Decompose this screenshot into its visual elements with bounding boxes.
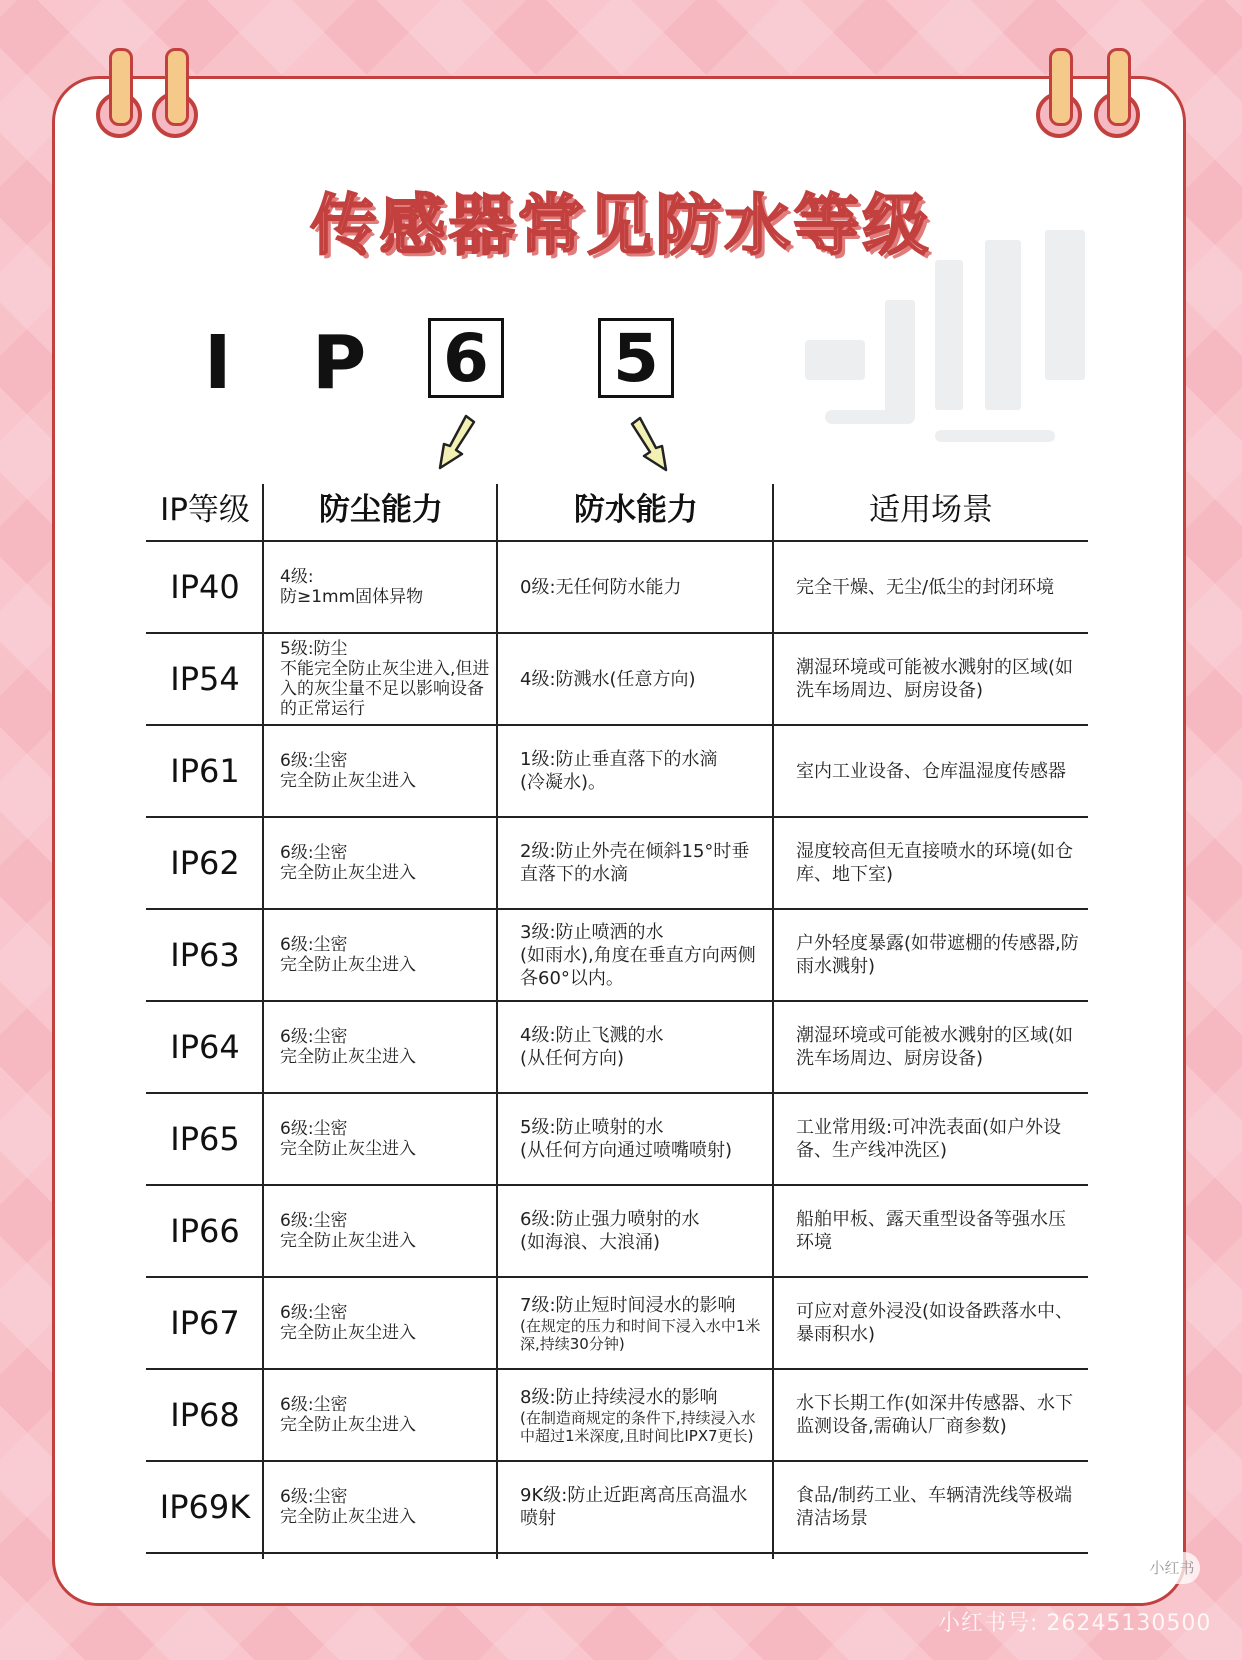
brand-logo: 小红书 — [1144, 1552, 1200, 1584]
water-cell — [498, 1186, 774, 1276]
arrow-down-left-icon — [436, 414, 476, 472]
scene-cell-line: 可应对意外浸没(如设备跌落水中、暴雨积水) — [796, 1301, 1074, 1345]
dust-cell-line: 6级:尘密 — [280, 1211, 348, 1231]
table-row — [146, 1002, 1088, 1094]
water-cell-line: (在规定的压力和时间下浸入水中1米深,持续30分钟) — [520, 1316, 761, 1353]
ip-level-cell: IP65 — [170, 1120, 240, 1158]
dust-cell-line: 防≥1mm固体异物 — [280, 587, 424, 607]
dust-cell-line: 6级:尘密 — [280, 935, 348, 955]
table-row — [146, 542, 1088, 634]
dust-cell — [264, 1186, 498, 1276]
watermark-text: 小红书号: 26245130500 — [938, 1611, 1212, 1636]
water-cell-line: 0级:无任何防水能力 — [520, 576, 682, 598]
dust-cell-line: 完全防止灰尘进入 — [280, 1139, 416, 1159]
dust-cell-line: 完全防止灰尘进入 — [280, 1415, 416, 1435]
ip-letter-p: P — [312, 320, 367, 406]
table-row — [146, 818, 1088, 910]
water-cell — [498, 726, 774, 816]
ip-level-cell: IP63 — [170, 936, 240, 974]
water-cell-line: 4级:防止飞溅的水 — [520, 1025, 664, 1046]
scene-cell-line: 室内工业设备、仓库温湿度传感器 — [796, 760, 1066, 782]
water-cell-line: 2级:防止外壳在倾斜15°时垂直落下的水滴 — [520, 841, 750, 885]
scene-cell-line: 船舶甲板、露天重型设备等强水压环境 — [796, 1209, 1066, 1253]
water-cell-line: 4级:防溅水(任意方向) — [520, 668, 696, 690]
dust-cell-line: 完全防止灰尘进入 — [280, 771, 416, 791]
scene-cell — [774, 726, 1088, 816]
water-cell — [498, 1370, 774, 1460]
water-cell-line: 5级:防止喷射的水 — [520, 1117, 664, 1138]
header-dust: 防尘能力 — [319, 492, 443, 528]
water-cell — [498, 542, 774, 632]
scene-cell — [774, 542, 1088, 632]
ip-level-cell: IP61 — [170, 752, 240, 790]
water-cell — [498, 1278, 774, 1368]
scene-cell — [774, 818, 1088, 908]
scene-cell-line: 户外轻度暴露(如带遮棚的传感器,防雨水溅射) — [796, 933, 1079, 977]
table-header — [146, 480, 1088, 542]
table-row — [146, 1278, 1088, 1370]
water-cell — [498, 910, 774, 1000]
water-cell-line: 3级:防止喷洒的水 — [520, 921, 664, 943]
ip-level-cell: IP54 — [170, 660, 240, 698]
table-row — [146, 1186, 1088, 1278]
page-title: 传感器常见防水等级 — [310, 187, 932, 264]
table-row — [146, 1462, 1088, 1554]
table-row — [146, 726, 1088, 818]
header-level: IP等级 — [160, 492, 250, 528]
scene-cell-line: 水下长期工作(如深井传感器、水下监测设备,需确认厂商参数) — [796, 1393, 1074, 1437]
water-cell-line: 8级:防止持续浸水的影响 — [520, 1386, 718, 1408]
ip-level-cell: IP64 — [170, 1028, 240, 1066]
ip-first-digit-box: 6 — [428, 318, 504, 398]
dust-cell — [264, 818, 498, 908]
ip-second-digit-box: 5 — [598, 318, 674, 398]
dust-cell-line: 完全防止灰尘进入 — [280, 1047, 416, 1067]
dust-cell — [264, 1278, 498, 1368]
header-scene: 适用场景 — [869, 492, 993, 528]
dust-cell-line: 6级:尘密 — [280, 1487, 348, 1507]
water-cell-line: (从任何方向) — [520, 1048, 625, 1069]
water-cell-line: (从任何方向通过喷嘴喷射) — [520, 1140, 733, 1161]
ip-level-cell: IP66 — [170, 1212, 240, 1250]
dust-cell — [264, 726, 498, 816]
scene-cell — [774, 1094, 1088, 1184]
scene-cell-line: 潮湿环境或可能被水溅射的区域(如洗车场周边、厨房设备) — [796, 657, 1074, 701]
dust-cell-line: 完全防止灰尘进入 — [280, 1231, 416, 1251]
table-row — [146, 910, 1088, 1002]
ip-rating-table — [146, 480, 1088, 1554]
dust-cell-line: 6级:尘密 — [280, 1119, 348, 1139]
dust-cell-line: 6级:尘密 — [280, 1303, 348, 1323]
water-cell — [498, 634, 774, 724]
water-cell-line: (如海浪、大浪涌) — [520, 1232, 661, 1253]
scene-cell-line: 完全干燥、无尘/低尘的封闭环境 — [796, 576, 1055, 598]
dust-cell-line: 5级:防尘 — [280, 639, 348, 659]
water-cell — [498, 1094, 774, 1184]
dust-cell-line: 完全防止灰尘进入 — [280, 1507, 416, 1527]
table-row — [146, 634, 1088, 726]
dust-cell — [264, 634, 498, 724]
scene-cell — [774, 1278, 1088, 1368]
dust-cell-line: 完全防止灰尘进入 — [280, 955, 416, 975]
dust-cell — [264, 910, 498, 1000]
dust-cell — [264, 542, 498, 632]
ip-level-cell: IP69K — [159, 1488, 251, 1526]
ip-letter-i: I — [204, 320, 232, 406]
header-water: 防水能力 — [574, 492, 698, 528]
dust-cell-line: 不能完全防止灰尘进入,但进入的灰尘量不足以影响设备的正常运行 — [280, 659, 490, 719]
scene-cell-line: 湿度较高但无直接喷水的环境(如仓库、地下室) — [796, 841, 1074, 885]
dust-cell-line: 6级:尘密 — [280, 1027, 348, 1047]
scene-cell — [774, 1186, 1088, 1276]
scene-cell-line: 食品/制药工业、车辆清洗线等极端清洁场景 — [796, 1485, 1073, 1529]
scene-cell-line: 潮湿环境或可能被水溅射的区域(如洗车场周边、厨房设备) — [796, 1025, 1074, 1069]
ip-level-cell: IP40 — [170, 568, 240, 606]
dust-cell-line: 完全防止灰尘进入 — [280, 863, 416, 883]
column-divider — [262, 484, 264, 1559]
dust-cell — [264, 1094, 498, 1184]
water-cell-line: (冷凝水)。 — [520, 772, 607, 793]
water-cell-line: 7级:防止短时间浸水的影响 — [520, 1294, 736, 1316]
dust-cell — [264, 1462, 498, 1552]
binder-ring-icon — [1094, 48, 1138, 136]
ip-level-cell: IP68 — [170, 1396, 240, 1434]
ip-level-cell: IP67 — [170, 1304, 240, 1342]
table-row — [146, 1370, 1088, 1462]
water-cell-line: 9K级:防止近距离高压高温水喷射 — [520, 1485, 748, 1529]
scene-cell — [774, 1002, 1088, 1092]
water-cell-line: (在制造商规定的条件下,持续浸入水中超过1米深度,且时间比IPX7更长) — [520, 1408, 756, 1445]
binder-ring-icon — [96, 48, 140, 136]
column-divider — [772, 484, 774, 1559]
arrow-down-right-icon — [630, 416, 670, 474]
column-divider — [496, 484, 498, 1559]
dust-cell-line: 完全防止灰尘进入 — [280, 1323, 416, 1343]
scene-cell — [774, 1370, 1088, 1460]
binder-ring-icon — [152, 48, 196, 136]
dust-cell — [264, 1002, 498, 1092]
scene-cell-line: 工业常用级:可冲洗表面(如户外设备、生产线冲洗区) — [796, 1117, 1062, 1161]
dust-cell-line: 6级:尘密 — [280, 843, 348, 863]
dust-cell-line: 6级:尘密 — [280, 1395, 348, 1415]
water-cell-line: 1级:防止垂直落下的水滴 — [520, 749, 718, 770]
binder-ring-icon — [1036, 48, 1080, 136]
water-cell-line: 6级:防止强力喷射的水 — [520, 1209, 700, 1230]
scene-cell — [774, 634, 1088, 724]
water-cell — [498, 1002, 774, 1092]
water-cell-line: (如雨水),角度在垂直方向两侧各60°以内。 — [520, 944, 756, 989]
ip-level-cell: IP62 — [170, 844, 240, 882]
dust-cell-line: 6级:尘密 — [280, 751, 348, 771]
water-cell — [498, 1462, 774, 1552]
water-cell — [498, 818, 774, 908]
scene-cell — [774, 1462, 1088, 1552]
dust-cell-line: 4级: — [280, 567, 314, 587]
table-row — [146, 1094, 1088, 1186]
sensor-illustration-icon — [785, 220, 1125, 480]
scene-cell — [774, 910, 1088, 1000]
dust-cell — [264, 1370, 498, 1460]
